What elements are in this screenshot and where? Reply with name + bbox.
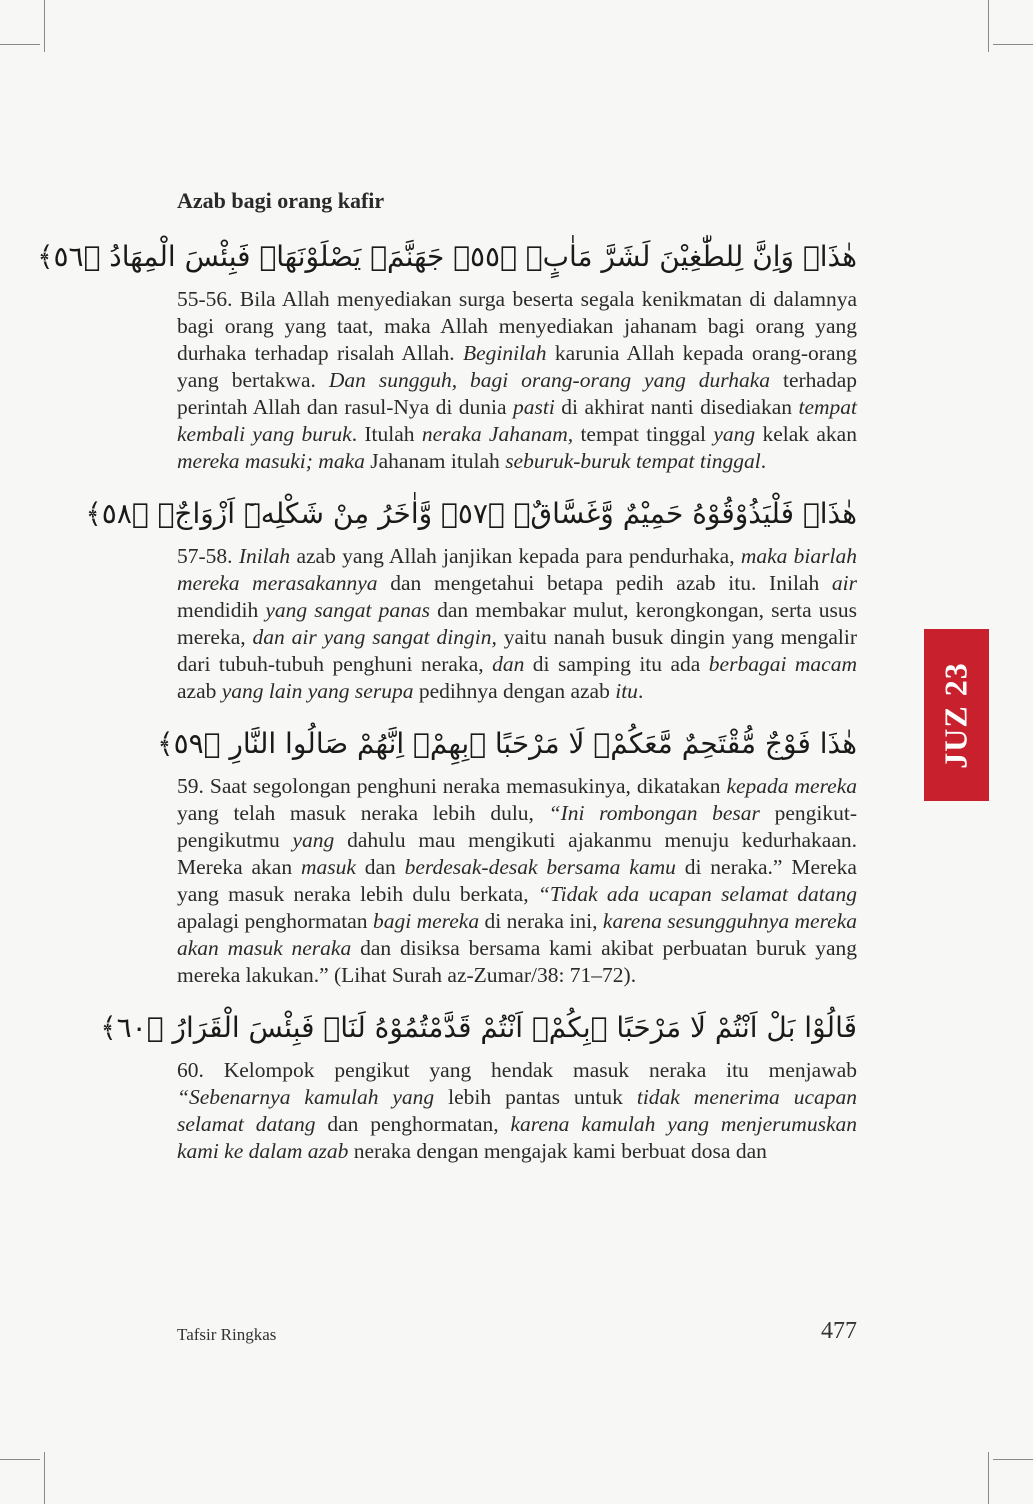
page-number: 477 <box>821 1318 857 1344</box>
italic-run: “Tidak ada ucapan selamat datang <box>537 882 857 906</box>
italic-run: mereka masuki; maka <box>177 449 365 473</box>
text-run: yang telah masuk neraka lebih dulu, <box>177 801 549 825</box>
italic-run: dan air yang sangat dingin, <box>252 625 497 649</box>
text-run: 60. Kelompok pengikut yang hendak masuk neraka itu menjawab <box>177 1058 857 1082</box>
text-run: di samping itu ada <box>524 652 709 676</box>
text-run: . <box>637 679 644 703</box>
text-run: di akhirat nanti disediakan <box>554 395 799 419</box>
section-heading: Azab bagi orang kafir <box>177 188 385 213</box>
arabic-verse-59: هٰذَا فَوْجٌ مُّقْتَحِمٌ مَّعَكُمْۚ لَا مَرْحَبًا ۢبِهِمْۗ اِنَّهُمْ صَالُوا النَّارِ ﴿٥٩﴾ <box>157 727 857 760</box>
juz-tab <box>924 629 989 801</box>
text-run: lebih pantas untuk <box>434 1085 637 1109</box>
text-run: azab yang Allah janjikan kepada para pendurhaka, <box>290 544 741 568</box>
italic-run: karena sesungguhnya mereka akan masuk neraka <box>177 909 857 960</box>
juz-label: JUZ 23 <box>938 661 975 769</box>
text-run: pedihnya dengan azab <box>413 679 616 703</box>
italic-run: Inilah <box>238 544 291 568</box>
italic-run: Dan sungguh, bagi orang-orang yang durhaka <box>328 368 771 392</box>
text-run: dan membakar mulut, kerongkongan, serta usus mereka, <box>177 598 858 649</box>
italic-run: yang lain yang serupa <box>221 679 414 703</box>
text-run: dan <box>355 855 405 879</box>
text-run: tempat tinggal <box>573 422 714 446</box>
italic-run: dan <box>492 652 525 676</box>
text-run: di neraka.” Mereka yang masuk neraka lebih dulu berkata, <box>177 855 857 906</box>
italic-run: neraka Jahanam, <box>421 422 574 446</box>
italic-run: Beginilah <box>462 341 547 365</box>
italic-run: “Sebenarnya kamulah yang <box>177 1085 435 1109</box>
text-run: karunia Allah kepada orang-orang yang bertakwa. <box>177 341 857 392</box>
text-run: 55-56. Bila Allah menyediakan surga beserta segala kenikmatan di dalamnya bagi orang yang taat, maka Allah menyediakan jahanam bagi orang yang durhaka terhadap risalah Allah. <box>177 287 857 365</box>
crop-mark <box>44 0 45 52</box>
text-run: . <box>760 449 767 473</box>
italic-run: karena kamulah yang menjerumuskan kami ke dalam azab <box>177 1112 857 1163</box>
arabic-verse-60: قَالُوْا بَلْ اَنْتُمْ لَا مَرْحَبًا ۢبِكُمْۗ اَنْتُمْ قَدَّمْتُمُوْهُ لَنَاۚ فَبِئْسَ الْقَرَارُ ﴿٦٠﴾ <box>100 1011 857 1044</box>
crop-mark <box>0 44 40 45</box>
italic-run: itu <box>615 679 638 703</box>
text-run: kelak akan <box>755 422 857 446</box>
text-run: . Itulah <box>351 422 422 446</box>
text-run: apalagi penghormatan <box>177 909 373 933</box>
text-run: Jahanam itulah <box>364 449 506 473</box>
crop-mark <box>988 0 989 52</box>
italic-run: yang <box>292 828 335 852</box>
italic-run: masuk <box>300 855 356 879</box>
italic-run: tempat kembali yang buruk <box>177 395 857 446</box>
crop-mark <box>988 1452 989 1504</box>
italic-run: yang sangat panas <box>265 598 430 622</box>
text-run: neraka dengan mengajak kami berbuat dosa dan <box>348 1139 767 1163</box>
italic-run: pasti <box>513 395 555 419</box>
italic-run: “Ini rombongan besar <box>548 801 760 825</box>
text-run: di neraka ini, <box>479 909 603 933</box>
text-run: azab <box>177 679 222 703</box>
italic-run: air <box>831 571 857 595</box>
italic-run: seburuk-buruk tempat tinggal <box>505 449 761 473</box>
text-run: 59. Saat segolongan penghuni neraka memasukinya, dikatakan <box>177 774 727 798</box>
italic-run: berbagai macam <box>708 652 857 676</box>
tafsir-paragraph-55-56 <box>177 286 857 475</box>
italic-run: kepada mereka <box>726 774 857 798</box>
italic-run: berdesak-desak bersama kamu <box>404 855 676 879</box>
tafsir-paragraph-57-58 <box>177 543 857 705</box>
italic-run: bagi mereka <box>372 909 480 933</box>
text-run: terhadap perintah Allah dan rasul-Nya di dunia <box>177 368 858 419</box>
arabic-verse-57-58: هٰذَاۙ فَلْيَذُوْقُوْهُ حَمِيْمٌ وَّغَسَّاقٌۙ ﴿٥٧﴾ وَّاٰخَرُ مِنْ شَكْلِهٖٓ اَزْوَاجٌۗ ﴿٥٨﴾ <box>85 497 857 530</box>
text-run: 57-58. <box>177 544 239 568</box>
text-run: mendidih <box>177 598 266 622</box>
italic-run: yang <box>713 422 756 446</box>
text-run: pengikut-pengikutmu <box>177 801 857 852</box>
text-run: dan disiksa bersama kami akibat perbuatan buruk yang mereka lakukan.” (Lihat Surah az-Zumar/38: 71–72). <box>177 936 857 987</box>
text-run: dahulu mau mengikuti ajakanmu menuju kedurhakaan. Mereka akan <box>177 828 857 879</box>
italic-run: maka biarlah mereka merasakannya <box>177 544 857 595</box>
text-run: dan mengetahui betapa pedih azab itu. Inilah <box>377 571 832 595</box>
footer-book-title: Tafsir Ringkas <box>177 1325 277 1344</box>
text-run: dan penghormatan, <box>315 1112 511 1136</box>
crop-mark <box>0 1459 40 1460</box>
crop-mark <box>993 44 1033 45</box>
crop-mark <box>993 1459 1033 1460</box>
italic-run: tidak menerima ucapan selamat datang <box>177 1085 858 1136</box>
tafsir-paragraph-59 <box>177 773 857 989</box>
crop-mark <box>44 1452 45 1504</box>
text-run: yaitu nanah busuk dingin yang mengalir dari tubuh-tubuh penghuni neraka, <box>177 625 857 676</box>
page-content <box>37 182 858 1175</box>
arabic-verse-55-56: هٰذَاۗ وَاِنَّ لِلطّٰغِيْنَ لَشَرَّ مَاٰبٍۙ ﴿٥٥﴾ جَهَنَّمَۚ يَصْلَوْنَهَاۚ فَبِئْسَ الْمِهَادُ ﴿٥٦﴾ <box>37 240 857 273</box>
tafsir-paragraph-60 <box>177 1057 857 1165</box>
